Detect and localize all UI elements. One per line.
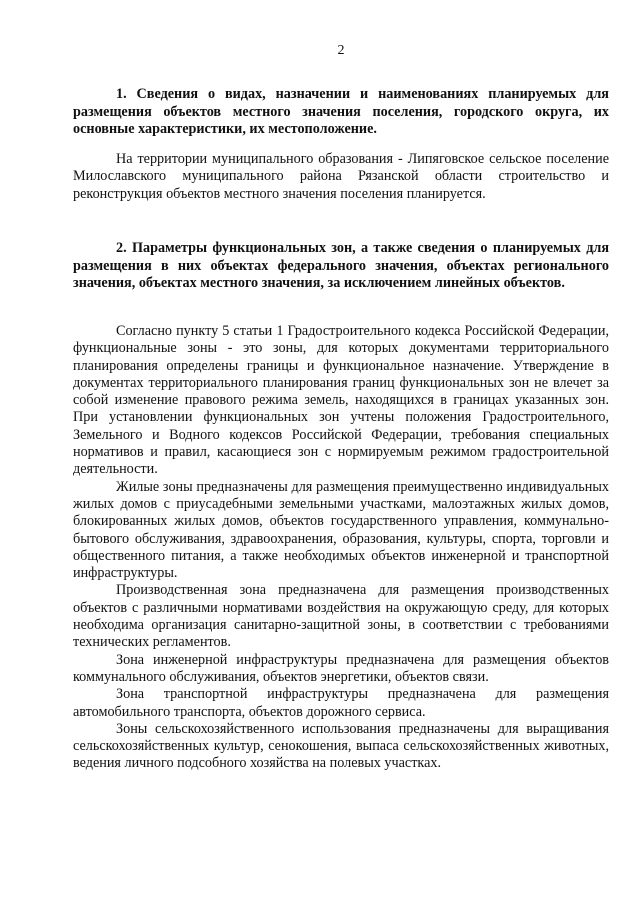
paragraph-engineering-zone: Зона инженерной инфраструктуры предназначена для размещения объектов коммунального обслуживания, объектов энергетики, объектов связи. xyxy=(73,651,609,685)
section-2-body xyxy=(73,323,609,773)
page-number: 2 xyxy=(337,43,345,58)
paragraph-functional-zones: Согласно пункту 5 статьи 1 Градостроительного кодекса Российской Федерации, функциональные зоны - это зоны, для которых документами территориального планирования определены границы и функциональное назначение. Утверждение в документах территориального планирования границ функциональных зон не влечет за собой изменение правового режима земель, находящихся в границах указанных зон. При установлении функциональных зон учтены положения Градостроительного, Земельного и Водного кодексов Российской Федерации, требования специальных нормативов и правил, касающиеся зон с нормируемым режимом градостроительной деятельности. xyxy=(73,323,609,478)
section-2-heading: 2. Параметры функциональных зон, а также сведения о планируемых для размещения в них объектах федерального значения, объектах регионального значения, объектах местного значения, за исключением линейных объектов. xyxy=(73,240,609,291)
paragraph-production-zone: Производственная зона предназначена для размещения производственных объектов с различными нормативами воздействия на окружающую среду, для которых необходима организация санитарно-защитной зоны, в соответствии с требованиями технических регламентов. xyxy=(73,582,609,651)
section-1-heading: 1. Сведения о видах, назначении и наименованиях планируемых для размещения объектов местного значения поселения, городского округа, их основные характеристики, их местоположение. xyxy=(73,86,609,137)
section-1-paragraph: На территории муниципального образования - Липяговское сельское поселение Милославского муниципального района Рязанской области строительство и реконструкция объектов местного значения поселения планируется. xyxy=(73,151,609,202)
paragraph-transport-zone: Зона транспортной инфраструктуры предназначена для размещения автомобильного транспорта, объектов дорожного сервиса. xyxy=(73,686,609,720)
paragraph-residential-zones: Жилые зоны предназначены для размещения преимущественно индивидуальных жилых домов с приусадебными земельными участками, малоэтажных жилых домов, блокированных жилых домов, объектов государственного управления, коммунально-бытового обслуживания, здравоохранения, образования, культуры, спорта, торговли и общественного питания, а также необходимых объектов инженерной и транспортной инфраструктуры. xyxy=(73,478,609,582)
paragraph-agricultural-zones: Зоны сельскохозяйственного использования предназначены для выращивания сельскохозяйственных культур, сенокошения, выпаса сельскохозяйственных животных, ведения личного подсобного хозяйства на полевых участках. xyxy=(73,720,609,772)
